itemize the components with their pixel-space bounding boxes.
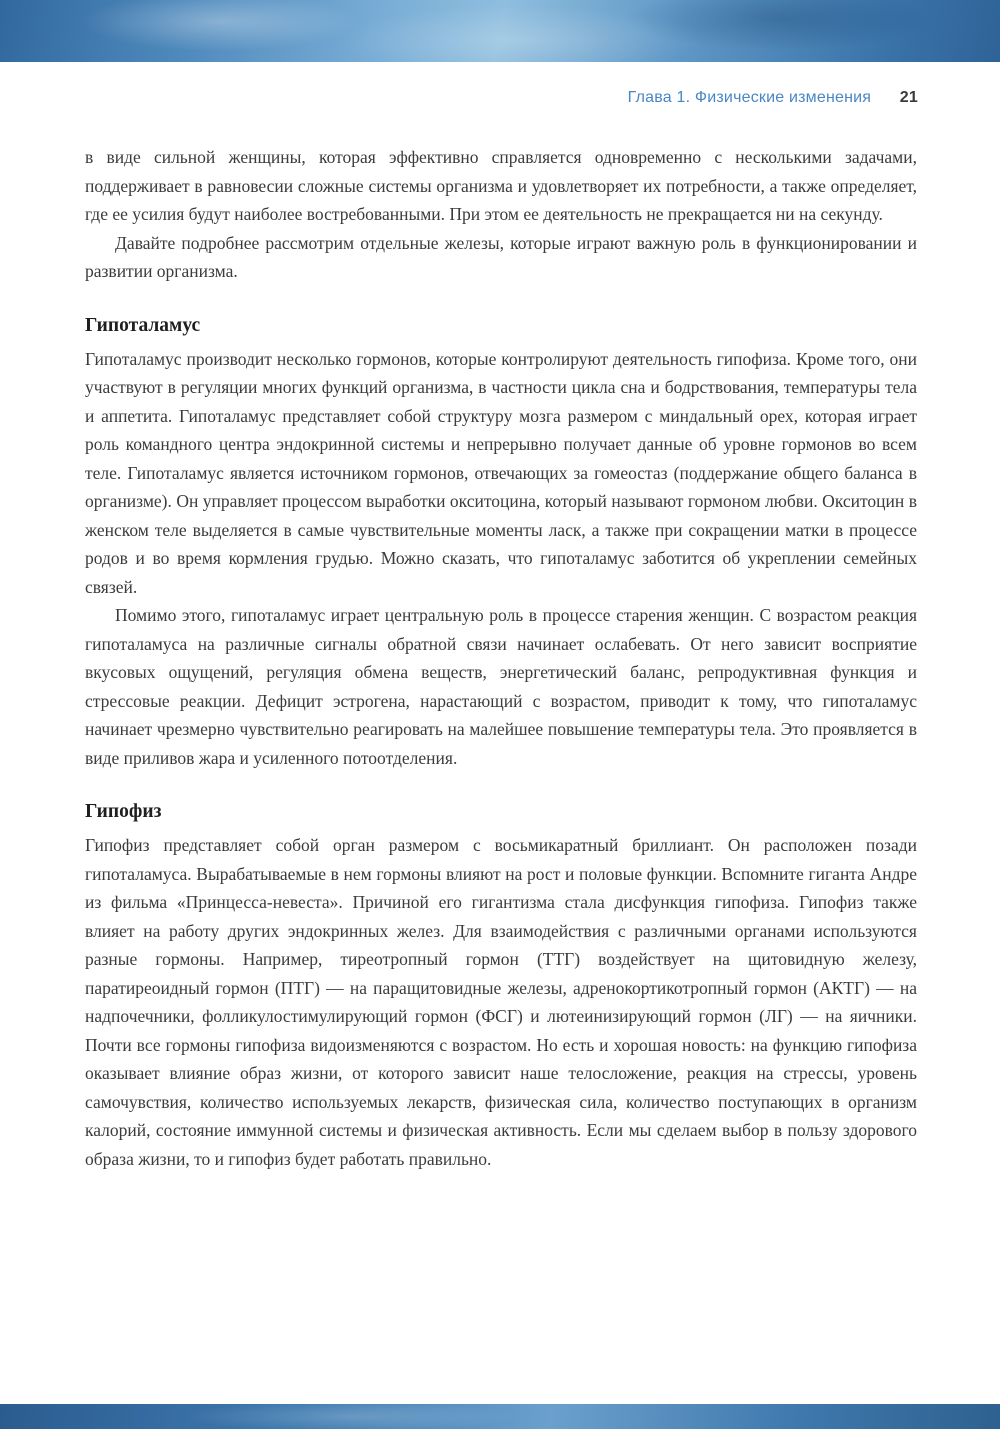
chapter-title: Глава 1. Физические изменения xyxy=(627,89,872,106)
paragraph-hypothalamus-1: Гипоталамус производит несколько гормонов, которые контролируют деятельность гипофиза. Кроме того, они участвуют в регуляции многих функций организма, в частности цикла сна и бодрствования, температуры тела и аппетита. Гипоталамус представляет собой структуру мозга размером с миндальный орех, которая играет роль командного центра эндокринной системы и непрерывно получает данные об уровне гормонов во всем теле. Гипоталамус является источником гормонов, отвечающих за гомеостаз (поддержание общего баланса в организме). Он управляет процессом выработки окситоцина, который называют гормоном любви. Окситоцин в женском теле выделяется в самые чувствительные моменты ласк, а также при сокращении матки в процессе родов и во время кормления грудью. Можно сказать, что гипоталамус заботится об укреплении семейных связей. xyxy=(85,348,917,597)
paragraph-intro-lead: Давайте подробнее рассмотрим отдельные железы, которые играют важную роль в функционировании и развитии организма. xyxy=(85,232,917,281)
top-decoration-band xyxy=(0,0,1000,62)
bottom-decoration-band xyxy=(0,1404,1000,1429)
section-heading-pituitary: Гипофиз xyxy=(85,801,162,822)
paragraph-intro-continuation: в виде сильной женщины, которая эффективно справляется одновременно с несколькими задачами, поддерживает в равновесии сложные системы организма и удовлетворяет их потребности, а также определяет, где ее усилия будут наиболее востребованными. При этом ее деятельность не прекращается ни на секунду. xyxy=(85,147,917,224)
running-header xyxy=(85,89,918,107)
section-heading-hypothalamus: Гипоталамус xyxy=(85,314,201,336)
paragraph-pituitary-1: Гипофиз представляет собой орган размером с восьмикаратный бриллиант. Он расположен позади гипоталамуса. Вырабатываемые в нем гормоны влияют на рост и половые функции. Вспомните гиганта Андре из фильма «Принцесса-невеста». Причиной его гигантизма стала дисфункция гипофиза. Гипофиз также влияет на работу других эндокринных желез. Для взаимодействия с различными органами используются разные гормоны. Например, тиреотропный гормон (ТТГ) воздействует на щитовидную железу, паратиреоидный гормон (ПТГ) — на паращитовидные железы, адренокортикотропный гормон (АКТГ) — на надпочечники, фолликулостимулирующий гормон (ФСГ) и лютеинизирующий гормон (ЛГ) — на яичники. Почти все гормоны гипофиза видоизменяются с возрастом. Но есть и хорошая новость: на функцию гипофиза оказывает влияние образ жизни, от которого зависит наше телосложение, реакция на стрессы, уровень самочувствия, количество используемых лекарств, физическая сила, количество поступающих в организм калорий, состояние иммунной системы и физическая активность. Если мы сделаем выбор в пользу здорового образа жизни, то и гипофиз будет работать правильно. xyxy=(85,835,917,1169)
paragraph-hypothalamus-2: Помимо этого, гипоталамус играет центральную роль в процессе старения женщин. С возрастом реакция гипоталамуса на различные сигналы обратной связи начинает ослабевать. От него зависит восприятие вкусовых ощущений, регуляция обмена веществ, энергетический баланс, репродуктивная функция и стрессовые реакции. Дефицит эстрогена, нарастающий с возрастом, приводит к тому, что гипоталамус начинает чрезмерно чувствительно реагировать на малейшее повышение температуры тела. Это проявляется в виде приливов жара и усиленного потоотделения. xyxy=(85,605,917,768)
page-number: 21 xyxy=(899,89,918,106)
page-content xyxy=(85,143,917,1173)
